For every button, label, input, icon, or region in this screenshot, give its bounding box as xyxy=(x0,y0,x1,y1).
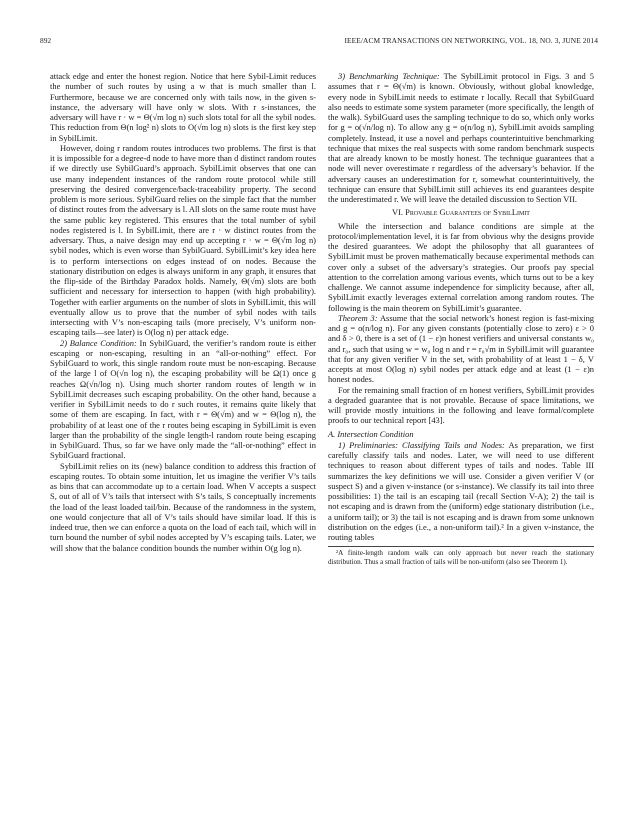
subsection-heading: 3) Benchmarking Technique: xyxy=(338,71,440,81)
paragraph-preliminaries xyxy=(328,440,594,543)
paragraph-text: The SybilLimit protocol in Figs. 3 and 5 assumes that r = Θ(√m) is known. Obviously, without global knowledge, every node in SybilLimit needs to estimate r locally. Recall that SybilGuard also needs to estimate some system parameter (more specifically, the length of the walk). SybilGuard uses the sampling technique to do so, which only works for g = o(√n/log n). To allow any g = o(n/log n), SybilLimit avoids sampling completely. Instead, it use a novel and perhaps counterintuitive benchmarking technique that mixes the real suspects with some random benchmark suspects that are already known to be mostly honest. The technique guarantees that a node will never overestimate r regardless of the adversary’s behavior. If the adversary causes an underestimation for r, somewhat counterintuitively, the technique can ensure that SybilLimit still achieves its end guarantees despite the underestimated r. We will leave the detailed discussion to Section VII. xyxy=(328,71,594,204)
paragraph: For the remaining small fraction of εn honest verifiers, SybilLimit provides a degraded guarantee that is not provable. Because of space limitations, we will provide mostly intuitions in the following and leave formal/complete proofs to our technical report [43]. xyxy=(328,384,594,426)
subsection-heading: 1) Preliminaries: Classifying Tails and Nodes: xyxy=(338,439,505,450)
journal-running-head: IEEE/ACM TRANSACTIONS ON NETWORKING, VOL. 18, NO. 3, JUNE 2014 xyxy=(344,36,598,45)
theorem-label: Theorem 3: xyxy=(338,312,378,323)
page-number: 892 xyxy=(40,36,52,45)
theorem-body: Assume that the social network’s honest region is fast-mixing and g = o(n/log n). For any given constants (potentially close to zero) ε > 0 and δ > 0, there is a set of (1 − ε)n honest verifiers and universal constants w₀ and r₀, such that using w = w₀ log n and r = r₀√m in SybilLimit will guarantee that for any given verifier V in the set, with probability of at least 1 − δ, V accepts at most O(log n) sybil nodes per attack edge and at least (1 − ε)n honest nodes. xyxy=(328,312,595,385)
section-title: VI. Provable Guarantees of SybilLimit xyxy=(392,207,530,218)
paragraph-text: In SybilGuard, the verifier’s random route is either escaping or non-escaping, resulting in an “all-or-nothing” effect. For SybilGuard to work, this single random route must be non-escaping. Because of the large l of O(√n log n), the escaping probability will be Ω(1) once g reaches Ω(√n/log n). Using much shorter random routes of length w in SybilLimit decreases such escaping probability. On the other hand, because a verifier in SybilLimit needs to do r such routes, it remains quite likely that some of them are escaping. In fact, with r = Θ(√m) and w = Θ(log n), the probability of at least one of the r routes being escaping in SybilLimit is even larger than the probability of the single length-l random route being escaping in SybilGuard. Thus, so far we have only made the “all-or-nothing” effect in SybilGuard fractional. xyxy=(50,337,316,461)
paragraph: However, doing r random routes introduces two problems. The first is that it is impossible for a degree-d node to have more than d distinct random routes if we directly use SybilGuard’s approach. SybilLimit observes that one can use many independent instances of the random route protocol while still preserving the desired convergence/back-traceability property. The second problem is more serious. SybilGuard relies on the simple fact that the number of distinct routes from the adversary is l. All slots on the same route must have the same public key registered. This ensures that the total number of sybil nodes registered is l. In SybilLimit, there are r · w distinct routes from the adversary. Thus, a naive design may end up accepting r · w = Θ(√m log n) sybil nodes, which is even worse than SybilGuard. SybilLimit’s key idea here is to perform intersections on edges instead of on nodes. Because the stationary distribution on edges is always uniform in any graph, it ensures that the flip-side of the Birthday Paradox holds. Namely, Θ(√m) slots are both sufficient and necessary for intersection to happen (with high probability). Together with earlier arguments on the number of slots in SybilLimit, this will eventually allow us to prove that the number of sybil nodes with tails intersecting with V’s non-escaping tails (more precisely, V’s uniform non-escaping tails—see later) is O(log n) per attack edge. xyxy=(50,142,316,338)
paragraph: While the intersection and balance conditions are simple at the protocol/implementation level, it is far from obvious why the designs provide the desired guarantees. We adopt the philosophy that all guarantees of SybilLimit must be proven mathematically because experimental methods can cover only a subset of the adversary’s strategies. Our proofs pay special attention to the correlation among various events, which turns out to be a key challenge. We cannot assume independence for simplicity because, after all, SybilLimit exactly leverages external correlation among random routes. The following is the main theorem on SybilLimit’s guarantee. xyxy=(328,220,594,313)
left-column xyxy=(50,71,316,553)
page-header xyxy=(40,36,598,46)
paragraph-text: As preparation, we first carefully classify tails and nodes. Later, we will need to use different techniques to reason about different types of tails and nodes. Table III summarizes the key definitions we will use. Consider a given verifier V (or suspect S) and a given v-instance (or s-instance). We classify its tail into three possibilities: 1) the tail is an escaping tail (recall Section V-A); 2) the tail is not escaping and is drawn from the (uniform) edge stationary distribution (i.e., a uniform tail); or 3) the tail is not escaping and is drawn from some unknown distribution on the edges (i.e., a non-uniform tail).² In a given v-instance, the routing tables xyxy=(328,439,594,542)
theorem xyxy=(328,313,594,385)
right-column xyxy=(328,71,594,566)
subsection-heading: 2) Balance Condition: xyxy=(60,337,137,348)
footnote: ²A finite-length random walk can only approach but never reach the stationary distribution. Thus a small fraction of tails will be non-uniform (also see Theorem 1). xyxy=(328,546,594,566)
paragraph: SybilLimit relies on its (new) balance condition to address this fraction of escaping routes. To obtain some intuition, let us imagine the verifier V’s tails as bins that can accommodate up to a certain load. When V accepts a suspect S, out of all of V’s tails that intersect with S’s tails, S conceptually increments the load of the least loaded tail/bin. Because of the randomness in the system, one would conjecture that all of V’s tails should have similar load. If this is indeed true, then we can enforce a quota on the load of each tail, which will in turn bound the number of sybil nodes accepted by V’s escaping tails. Later, we will show that the balance condition bounds the number within O(g log n). xyxy=(50,460,316,553)
subsection-title: A. Intersection Condition xyxy=(328,428,414,439)
paragraph-benchmarking xyxy=(328,71,594,204)
paragraph-balance-condition xyxy=(50,338,316,461)
paragraph: attack edge and enter the honest region. Notice that here Sybil-Limit reduces the number of such routes by using a w that is much smaller than l. Furthermore, because we are concerned only with tails now, in the given s-instance, the adversary will have only w slots. With r s-instances, the adversary will have r · w = Θ(√m log n) such slots total for all the sybil nodes. This reduction from Θ(n log² n) slots to O(√m log n) slots is the first key step in SybilLimit. xyxy=(50,71,316,143)
